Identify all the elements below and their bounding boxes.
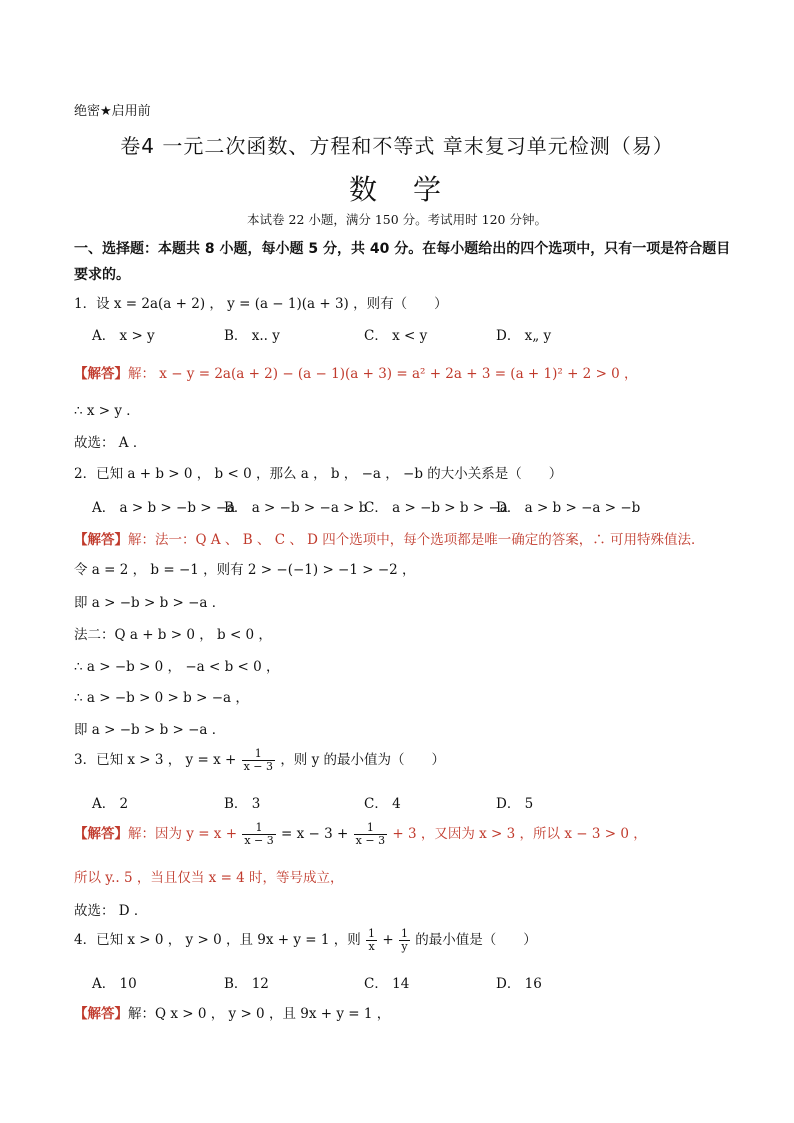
q4-fraction-2 (399, 928, 410, 953)
q3-sol1-c: + 3 ，又因为 x > 3 ，所以 x − 3 > 0 ， (392, 826, 647, 842)
q3-frac-denominator: x − 3 (243, 760, 274, 773)
q1-option-c: C． x < y (364, 328, 428, 344)
q2-option-b: B． a > −b > −a > b (224, 500, 368, 516)
q4-frac2-numerator: 1 (400, 927, 408, 940)
q3-option-b: B． 3 (224, 796, 261, 812)
q2-option-d: D． a > b > −a > −b (496, 500, 641, 516)
q2-stem: 2．已知 a + b > 0 ， b < 0 ，那么 a ， b ， −a ， −b 的大小关系是（ ） (74, 466, 563, 482)
q2-solution-line-5: ∴ a > −b > 0 ， −a < b < 0 ， (74, 659, 280, 675)
q3-sol1-a: 解：因为 y = x + (128, 826, 238, 842)
exam-title: 卷4 一元二次函数、方程和不等式 章末复习单元检测（易） (120, 134, 674, 158)
q3-stem (74, 748, 445, 773)
q3-sol-frac2-denominator: x − 3 (355, 834, 386, 847)
q3-option-c: C． 4 (364, 796, 401, 812)
exam-note: 本试卷 22 小题，满分 150 分。考试用时 120 分钟。 (247, 212, 547, 227)
q1-sol1: 解： x − y = 2a(a + 2) − (a − 1)(a + 3) = a² + 2a + 3 = (a + 1)² + 2 > 0 ， (128, 366, 638, 382)
q3-stem-b: ，则 y 的最小值为（ ） (280, 752, 446, 768)
q2-solution-line-1 (74, 528, 705, 548)
q1-solution-line-2: ∴ x > y ． (74, 403, 140, 419)
q2-answer-tag: 【解答】 (74, 532, 128, 548)
q4-solution-line-1 (74, 1002, 390, 1022)
q1-option-b: B． x.. y (224, 328, 280, 344)
q3-solution-line-3: 故选： D ． (74, 903, 148, 919)
q4-option-d: D． 16 (496, 976, 542, 992)
q1-stem: 1．设 x = 2a(a + 2) ， y = (a − 1)(a + 3) ，则有（ ） (74, 296, 448, 312)
q3-solution-line-2: 所以 y.. 5 ，当且仅当 x = 4 时，等号成立， (74, 870, 344, 886)
q2-solution-line-7: 即 a > −b > b > −a ． (74, 722, 226, 738)
q3-sol-fraction-1 (242, 822, 275, 847)
q1-solution-line-1 (74, 362, 638, 382)
q3-sol-frac1-denominator: x − 3 (244, 834, 274, 847)
q1-option-a: A． x > y (92, 328, 155, 344)
q1-option-d: D． x„ y (496, 328, 552, 344)
q4-sol1: 解：Q x > 0 ， y > 0 ，且 9x + y = 1 ， (128, 1006, 391, 1022)
q3-sol-frac2-numerator: 1 (354, 822, 387, 835)
q3-stem-a: 3．已知 x > 3 ， y = x + (74, 752, 237, 768)
q4-stem-c: 的最小值是（ ） (415, 932, 537, 948)
q2-solution-line-6: ∴ a > −b > 0 > b > −a ， (74, 690, 249, 706)
q4-option-b: B． 12 (224, 976, 269, 992)
section-heading: 一、选择题：本题共 8 小题，每小题 5 分，共 40 分。在每小题给出的四个选项中，只有一项是符合题目要求的。 (74, 241, 731, 283)
q4-stem-b: + (382, 932, 394, 948)
secret-label: 绝密★启用前 (74, 104, 151, 119)
q3-option-d: D． 5 (496, 796, 534, 812)
q3-sol-fraction-2 (354, 822, 387, 847)
q3-sol1-b: = x − 3 + (281, 826, 349, 842)
exam-subject: 数 学 (348, 173, 445, 206)
q2-option-c: C． a > −b > b > −a (364, 500, 508, 516)
q3-sol-frac1-numerator: 1 (242, 822, 275, 835)
q2-sol1: 解：法一：Q A 、 B 、 C 、 D 四个选项中，每个选项都是唯一确定的答案，∴ 可用特殊值法． (128, 532, 705, 548)
q4-answer-tag: 【解答】 (74, 1006, 128, 1022)
q1-solution-line-3: 故选： A ． (74, 435, 147, 451)
q4-stem (74, 928, 537, 953)
q1-answer-tag: 【解答】 (74, 366, 128, 382)
q4-frac2-denominator: y (401, 940, 408, 953)
q4-frac1-denominator: x (368, 940, 375, 953)
q3-answer-tag: 【解答】 (74, 826, 128, 842)
q4-stem-a: 4．已知 x > 0 ， y > 0 ，且 9x + y = 1 ，则 (74, 932, 361, 948)
q3-frac-numerator: 1 (242, 748, 275, 761)
q3-stem-fraction (242, 748, 275, 773)
q4-frac1-numerator: 1 (368, 927, 376, 940)
q2-solution-line-2: 令 a = 2 ， b = −1 ，则有 2 > −(−1) > −1 > −2 ， (74, 562, 416, 578)
q4-option-a: A． 10 (92, 976, 137, 992)
q2-solution-line-3: 即 a > −b > b > −a ． (74, 595, 226, 611)
q3-option-a: A． 2 (92, 796, 129, 812)
q2-option-a: A． a > b > −b > −a (92, 500, 236, 516)
q2-solution-line-4: 法二：Q a + b > 0 ， b < 0 ， (74, 627, 272, 643)
q4-option-c: C． 14 (364, 976, 410, 992)
q3-solution-line-1 (74, 822, 647, 847)
q4-fraction-1 (366, 928, 377, 953)
